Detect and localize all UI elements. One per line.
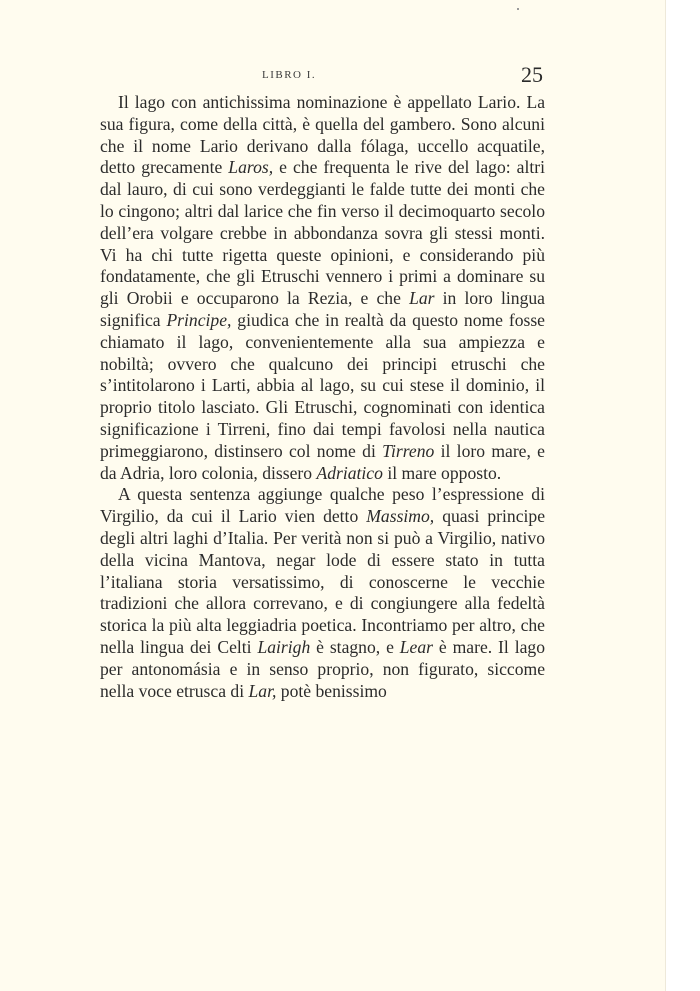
scan-margin: [665, 0, 700, 991]
paragraph-1: [100, 92, 545, 484]
text-segment: quasi principe degli altri laghi d’Italia. Per verità non si può a Virgilio, nativo della vicina Mantova, negar lode di essere stato in tutta l’italiana storia versatissimo, di conoscerne le vecchie tradizioni che allora correvano, e di congiungere alla fedeltà storica la più alta leggiadria poetica. Incontriamo per altro, che nella lingua dei Celti: [100, 506, 546, 657]
text-segment: è stagno, e: [310, 636, 400, 657]
body-text: [100, 92, 545, 702]
italic-term-lairigh: Lairigh: [257, 636, 311, 657]
scan-speck: [517, 8, 519, 10]
italic-term-principe: Principe,: [166, 309, 232, 330]
page-number: 25: [521, 62, 543, 87]
italic-term-adriatico: Adriatico: [316, 462, 383, 483]
text-segment: il mare opposto.: [382, 462, 502, 483]
running-head-title: LIBRO I.: [262, 69, 317, 81]
text-segment: e che frequenta le rive del lago: altri dal lauro, di cui sono verdeggianti le falde tutte dei monti che lo cingono; altri dal larice che fin verso il decimoquarto secolo dell’era volgare crebbe in abbondanza sovra gli stessi monti. Vi ha chi tutte rigetta queste opinioni, e considerando più fondatamente, che gli Etruschi vennero i primi a dominare su gli Orobii e occuparono la Rezia, e che: [100, 157, 546, 309]
text-segment: Il lago con antichissima nominazione è appellato Lario. La sua figura, come della città, è quella del gambero. Sono alcuni che il nome Lario derivano dalla fólaga, uccello acquatile, detto grecamente: [100, 92, 545, 178]
italic-term-lar: Lar: [409, 288, 435, 309]
italic-term-lear: Lear: [399, 636, 434, 657]
text-segment: potè benissimo: [276, 680, 387, 701]
text-segment: il loro mare, e da Adria, loro colonia, dissero: [100, 440, 545, 483]
italic-term-laros: Laros,: [228, 157, 274, 178]
italic-term-massimo: Massimo,: [366, 506, 435, 527]
text-segment: A questa sentenza aggiunge qualche peso l’espressione di Virgilio, da cui il Lario vien detto: [100, 484, 545, 527]
text-segment: in loro lingua significa: [100, 288, 545, 330]
running-head: [100, 62, 545, 90]
italic-term-tirreno: Tirreno: [382, 440, 435, 461]
italic-term-lar-2: Lar,: [248, 680, 277, 701]
paragraph-2: [100, 484, 545, 702]
text-segment: giudica che in realtà da questo nome fosse chiamato il lago, convenientemente alla sua ampiezza e nobiltà; ovvero che qualcuno dei principi etruschi che s’intitolarono i Larti, abbia al lago, su cui stese il dominio, il proprio titolo lasciato. Gli Etruschi, cognominati con identica significazione i Tirreni, fino dai tempi favolosi nella nautica primeggiarono, distinsero col nome di: [100, 309, 545, 461]
text-segment: è mare. Il lago per antonomásia e in senso proprio, non figurato, siccome nella voce etrusca di: [100, 636, 545, 701]
